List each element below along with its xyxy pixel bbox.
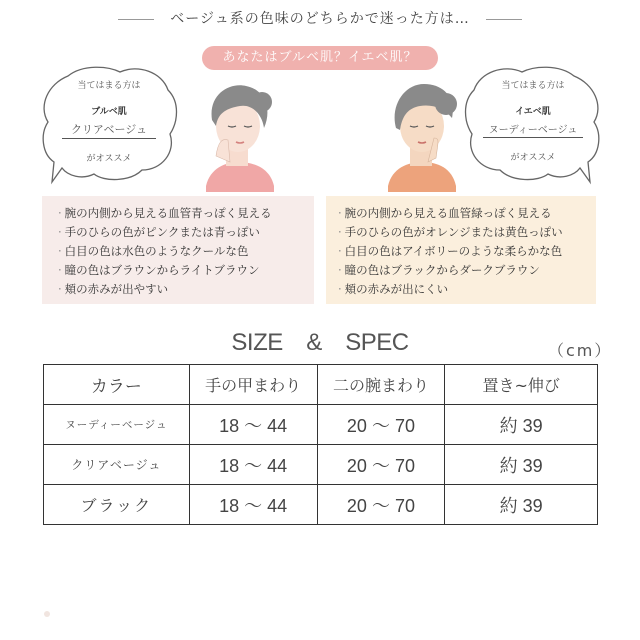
skin-type-label: イエベ肌: [515, 107, 551, 117]
color-cell: ヌーディーベージュ: [44, 405, 190, 445]
list-item: · 頬の赤みが出にくい: [338, 282, 449, 296]
header-title: ベージュ系の色味のどちらかで迷った方は…: [170, 11, 470, 27]
divider: [62, 138, 156, 139]
left-bubble-text: [54, 78, 164, 164]
list-item: · 白目の色はアイボリーのような柔らかな色: [338, 244, 563, 258]
column-header: 二の腕まわり: [317, 365, 445, 405]
blue-base-checklist: [42, 196, 314, 304]
recommended-color: ヌーディーベージュ: [488, 125, 578, 136]
bubble-line: 当てはまる方は: [77, 81, 141, 91]
column-header: 手の甲まわり: [189, 365, 317, 405]
yellow-base-checklist: [326, 196, 596, 304]
color-cell: ブラック: [44, 485, 190, 525]
table-row: [44, 445, 598, 485]
list-item: · 頬の赤みが出やすい: [58, 282, 169, 296]
skin-type-label: ブルベ肌: [91, 107, 127, 117]
divider: [483, 137, 583, 138]
table-cell: 18 ～ 44: [189, 445, 317, 485]
bubble-line: がオススメ: [510, 153, 556, 163]
size-spec-title: SIZE & SPEC: [231, 329, 409, 356]
right-bubble-text: [478, 78, 588, 163]
unit-label: （cm）: [548, 341, 613, 360]
list-item: · 白目の色は水色のようなクールな色: [58, 244, 249, 258]
size-spec-table: [43, 364, 598, 525]
bubble-line: がオススメ: [86, 154, 132, 164]
header-title-wrap: [0, 8, 640, 28]
decorative-dot: [44, 611, 50, 617]
woman-illustration-right: [382, 76, 466, 192]
table-cell: 約 39: [445, 405, 598, 445]
table-cell: 20 ～ 70: [317, 445, 445, 485]
table-cell: 20 ～ 70: [317, 405, 445, 445]
table-cell: 約 39: [445, 485, 598, 525]
list-item: · 瞳の色はブラウンからライトブラウン: [58, 263, 260, 277]
column-header: カラー: [44, 365, 190, 405]
table-cell: 18 ～ 44: [189, 485, 317, 525]
divider: [486, 19, 522, 20]
table-header-row: [44, 365, 598, 405]
column-header: 置き~伸び: [445, 365, 598, 405]
list-item: · 瞳の色はブラックからダークブラウン: [338, 263, 540, 277]
list-item: · 腕の内側から見える血管緑っぽく見える: [338, 206, 552, 220]
list-item: · 腕の内側から見える血管青っぽく見える: [58, 206, 272, 220]
table-cell: 20 ～ 70: [317, 485, 445, 525]
table-row: [44, 485, 598, 525]
color-cell: クリアベージュ: [44, 445, 190, 485]
list-item: · 手のひらの色がオレンジまたは黄色っぽい: [338, 225, 563, 239]
question-pill: あなたはブルベ肌？イエベ肌？: [202, 46, 438, 70]
list-item: · 手のひらの色がピンクまたは青っぽい: [58, 225, 260, 239]
woman-illustration-left: [196, 76, 280, 192]
table-cell: 約 39: [445, 445, 598, 485]
table-cell: 18 ～ 44: [189, 405, 317, 445]
table-row: [44, 405, 598, 445]
bubble-line: 当てはまる方は: [501, 81, 565, 91]
recommended-color: クリアベージュ: [70, 123, 148, 136]
divider: [118, 19, 154, 20]
